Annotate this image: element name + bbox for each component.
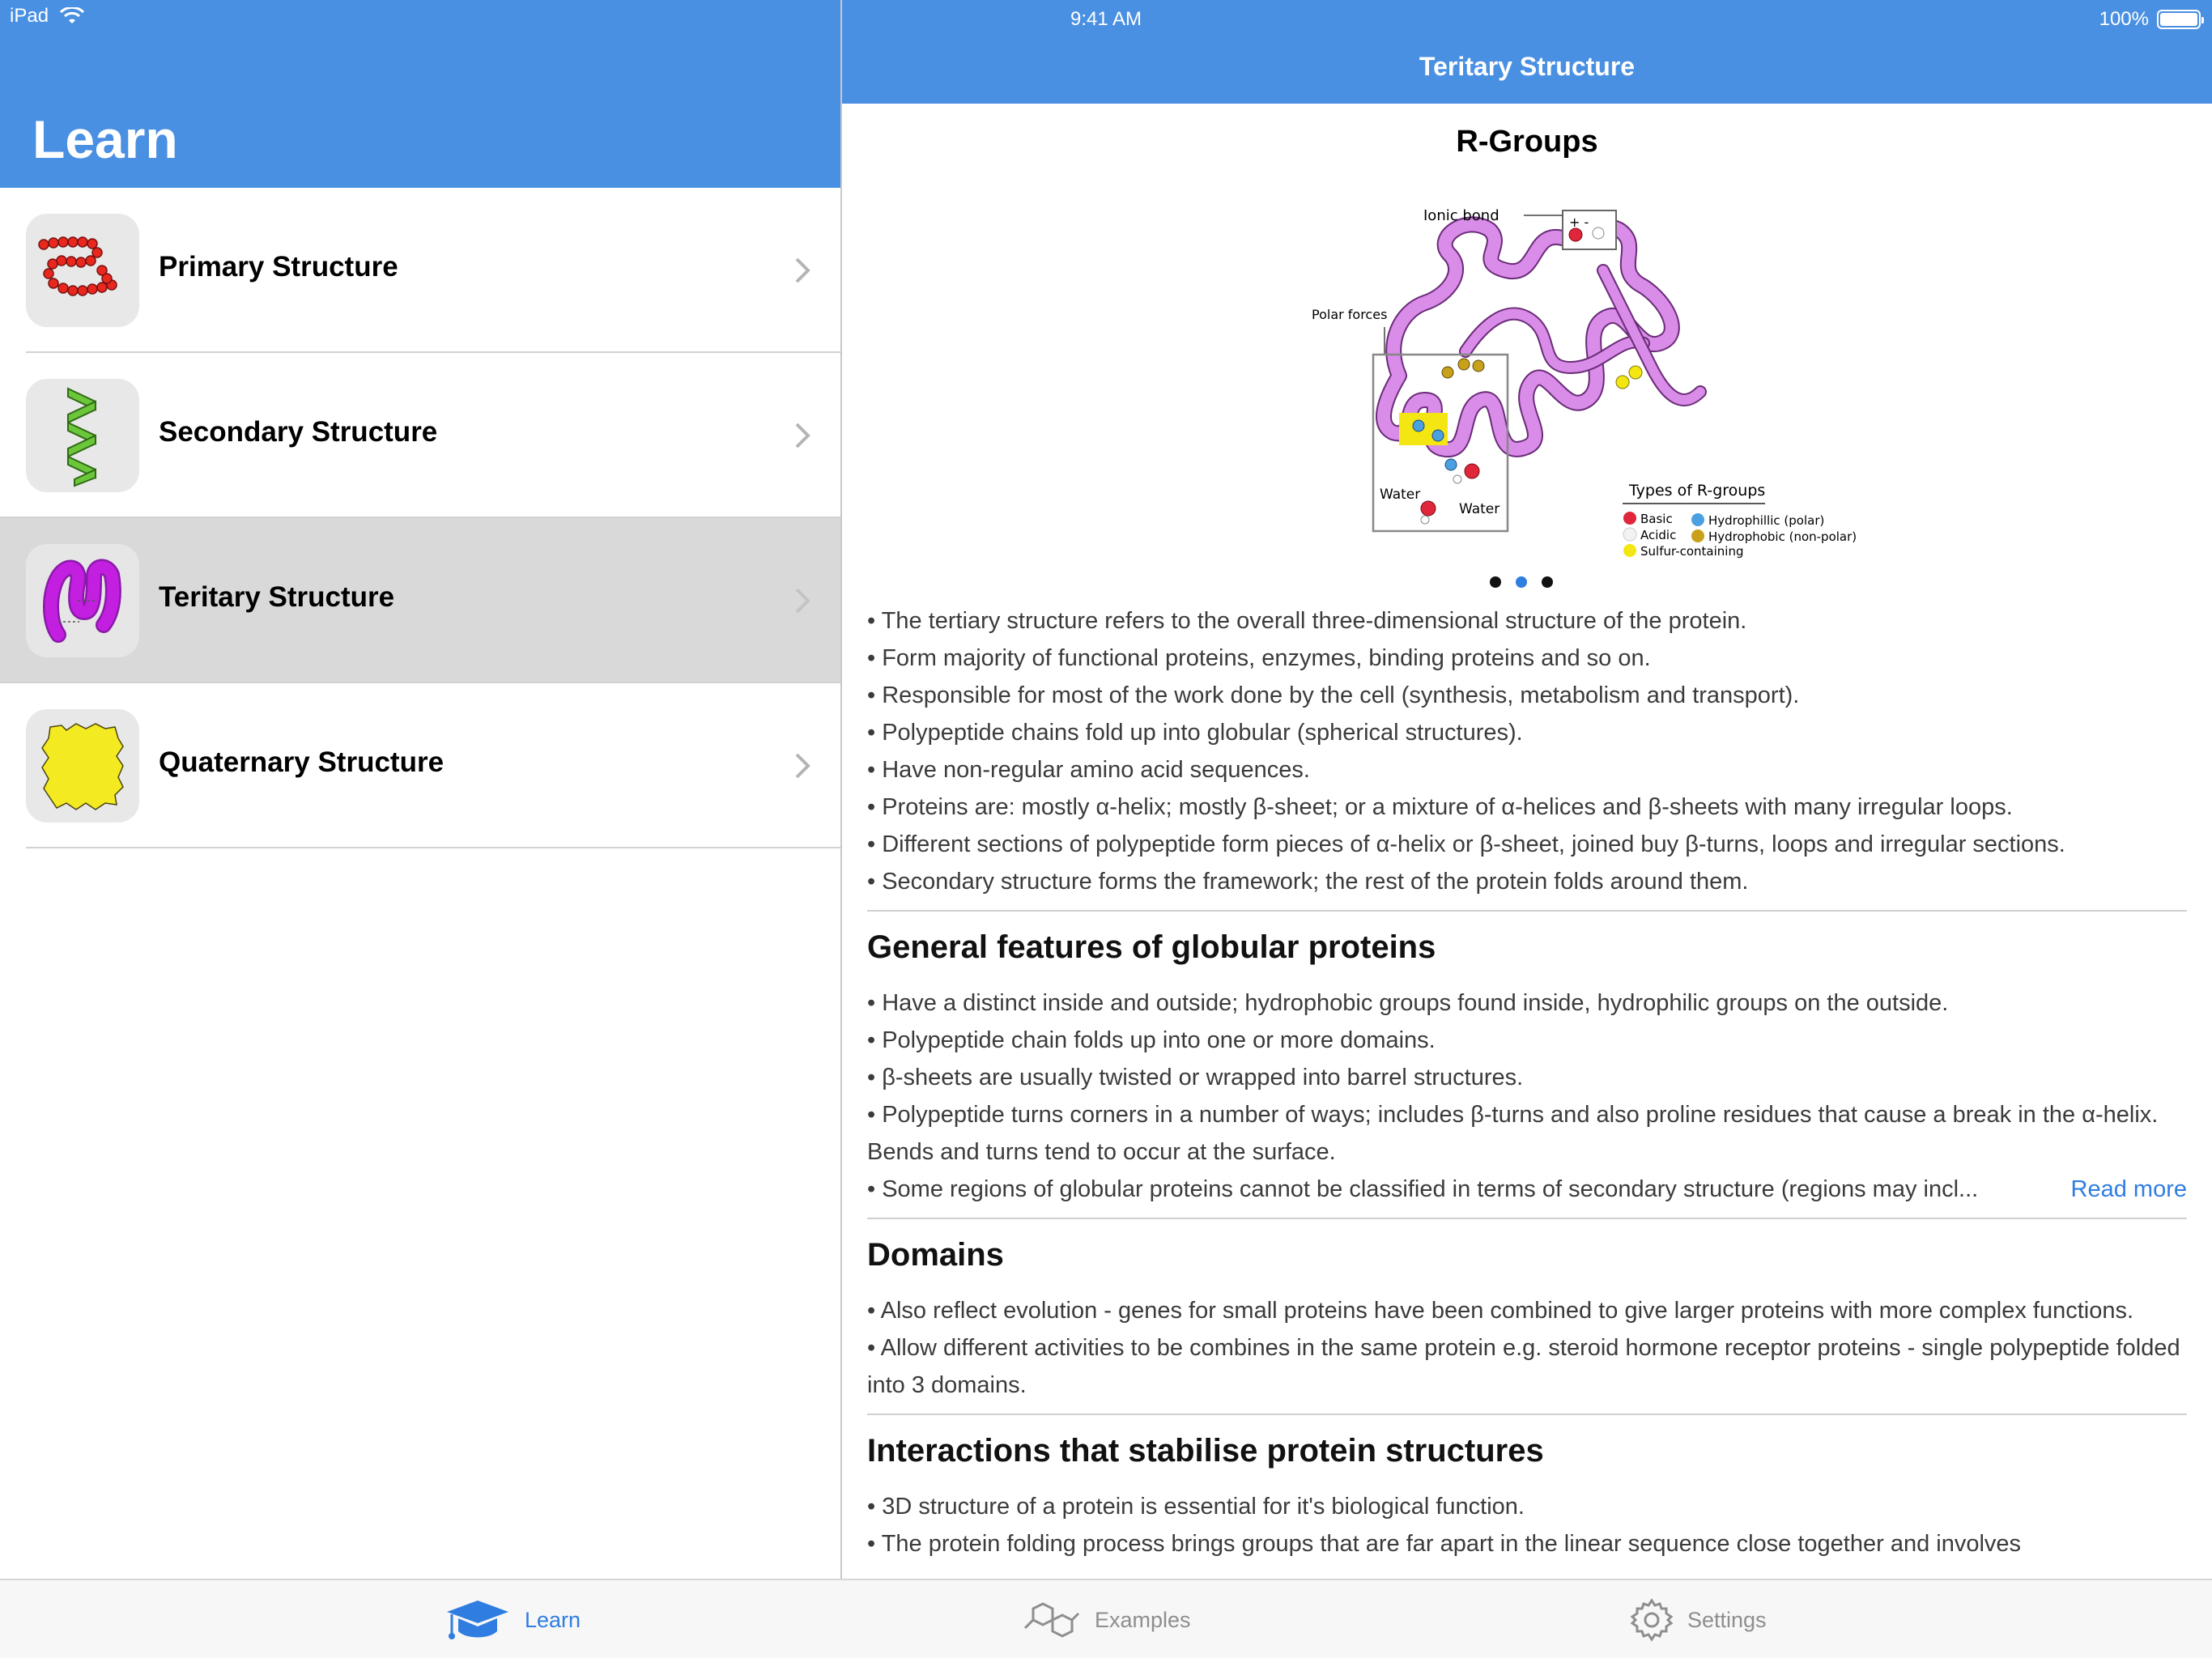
section-divider xyxy=(867,1414,2187,1415)
chevron-right-icon xyxy=(789,750,816,782)
article-body xyxy=(867,602,2187,1562)
section-bullet: • Also reflect evolution - genes for small proteins have been combined to give larger proteins with more complex functions. xyxy=(867,1298,2134,1324)
master-large-title: Learn xyxy=(32,109,178,169)
tab-bar xyxy=(0,1579,2212,1658)
intro-bullet: • Different sections of polypeptide form pieces of α-helix or β-sheet, joined buy β-turns, loops and irregular sections. xyxy=(867,831,2065,857)
page-dot-1[interactable] xyxy=(1490,576,1501,588)
section-divider xyxy=(867,910,2187,912)
water-label-2: Water xyxy=(1459,501,1500,517)
molecule-icon xyxy=(1022,1597,1082,1643)
intro-bullet: • Form majority of functional proteins, enzymes, binding proteins and so on. xyxy=(867,645,1651,671)
section-bullet-truncated xyxy=(867,1171,2187,1208)
legend-sulfur: Sulfur-containing xyxy=(1640,544,1744,559)
section-heading: Domains xyxy=(867,1237,1004,1273)
chevron-right-icon xyxy=(789,585,816,617)
section-bullet: • Polypeptide chain folds up into one or more domains. xyxy=(867,1027,1436,1053)
list-item-label: Teritary Structure xyxy=(159,581,395,613)
section-bullet: • Allow different activities to be combines in the same protein e.g. steroid hormone receptor proteins - single polypeptide folded into 3 domains. xyxy=(867,1335,2180,1398)
list-item-label: Quaternary Structure xyxy=(159,746,445,778)
battery-percent: 100% xyxy=(2099,8,2149,30)
section-bullet: • Polypeptide turns corners in a number of ways; includes β-turns and also proline residues that cause a break in the α-helix. Bends and turns tend to occur at the surface. xyxy=(867,1102,2159,1165)
topic-list xyxy=(0,188,840,848)
intro-bullet: • Proteins are: mostly α-helix; mostly β-sheet; or a mixture of α-helices and β-sheets with many irregular loops. xyxy=(867,794,2013,820)
battery-icon xyxy=(2157,10,2201,29)
legend-acidic: Acidic xyxy=(1640,528,1677,542)
folded-chain-icon xyxy=(26,544,139,657)
clock: 9:41 AM xyxy=(1070,8,1142,30)
list-item-quaternary-structure[interactable] xyxy=(0,683,840,848)
intro-block xyxy=(867,602,2187,900)
section-bullet: • The protein folding process brings groups that are far apart in the linear sequence close together and involves xyxy=(867,1531,2022,1557)
complex-blob-icon xyxy=(26,709,139,823)
bead-chain-icon xyxy=(26,214,139,327)
legend-hydrophobic: Hydrophobic (non-polar) xyxy=(1708,529,1857,544)
chevron-right-icon xyxy=(789,419,816,452)
graduation-cap-icon xyxy=(444,1597,512,1643)
section-bullet: • 3D structure of a protein is essential for it's biological function. xyxy=(867,1494,1525,1520)
tab-label: Settings xyxy=(1687,1607,1767,1632)
legend-hydrophilic: Hydrophillic (polar) xyxy=(1708,513,1825,528)
intro-bullet: • Polypeptide chains fold up into globular (spherical structures). xyxy=(867,720,1523,746)
page-dot-3[interactable] xyxy=(1542,576,1553,588)
legend-title: Types of R-groups xyxy=(1629,482,1766,500)
list-item-teritary-structure[interactable] xyxy=(0,518,840,683)
list-item-secondary-structure[interactable] xyxy=(0,353,840,518)
intro-bullet: • Secondary structure forms the framework; the rest of the protein folds around them. xyxy=(867,869,1749,895)
list-item-label: Secondary Structure xyxy=(159,416,438,448)
intro-bullet: • Have non-regular amino acid sequences. xyxy=(867,757,1310,783)
legend-basic: Basic xyxy=(1640,512,1673,526)
list-item-label: Primary Structure xyxy=(159,251,398,283)
water-label-1: Water xyxy=(1380,487,1421,503)
status-bar-right xyxy=(2099,3,2201,36)
tab-learn[interactable] xyxy=(444,1580,581,1658)
section-divider xyxy=(867,1218,2187,1219)
page-indicator[interactable] xyxy=(1490,576,1553,588)
read-more-link[interactable]: Read more xyxy=(2070,1176,2187,1202)
tab-label: Learn xyxy=(525,1607,581,1632)
list-item-primary-structure[interactable] xyxy=(0,188,840,353)
polar-forces-label: Polar forces xyxy=(1312,307,1388,322)
charge-label: + - xyxy=(1569,215,1589,230)
intro-bullet: • The tertiary structure refers to the overall three-dimensional structure of the protein. xyxy=(867,608,1747,634)
status-time xyxy=(0,3,2212,36)
gear-icon xyxy=(1629,1597,1674,1643)
section-bullet: • β-sheets are usually twisted or wrapped into barrel structures. xyxy=(867,1065,1524,1090)
device-name: iPad xyxy=(10,5,49,27)
detail-content[interactable] xyxy=(842,104,2212,1579)
tab-examples[interactable] xyxy=(1022,1580,1191,1658)
tab-settings[interactable] xyxy=(1629,1580,1767,1658)
ionic-bond-label: Ionic bond xyxy=(1423,207,1499,224)
truncated-text: • Some regions of globular proteins cannot be classified in terms of secondary structure (regions may incl... xyxy=(867,1176,1979,1202)
r-groups-figure[interactable] xyxy=(1263,181,1862,651)
tab-label: Examples xyxy=(1095,1607,1191,1632)
figure-title: R-Groups xyxy=(1456,125,1598,159)
section-heading: General features of globular proteins xyxy=(867,929,1436,965)
detail-nav-title: Teritary Structure xyxy=(1419,52,1636,81)
section-bullet: • Have a distinct inside and outside; hydrophobic groups found inside, hydrophilic groups on the outside. xyxy=(867,990,1949,1016)
row-separator xyxy=(26,847,840,848)
page-dot-2[interactable] xyxy=(1516,576,1527,588)
helix-icon xyxy=(26,379,139,492)
intro-bullet: • Responsible for most of the work done by the cell (synthesis, metabolism and transport). xyxy=(867,682,1800,708)
chevron-right-icon xyxy=(789,254,816,287)
section-heading: Interactions that stabilise protein structures xyxy=(867,1433,1544,1469)
